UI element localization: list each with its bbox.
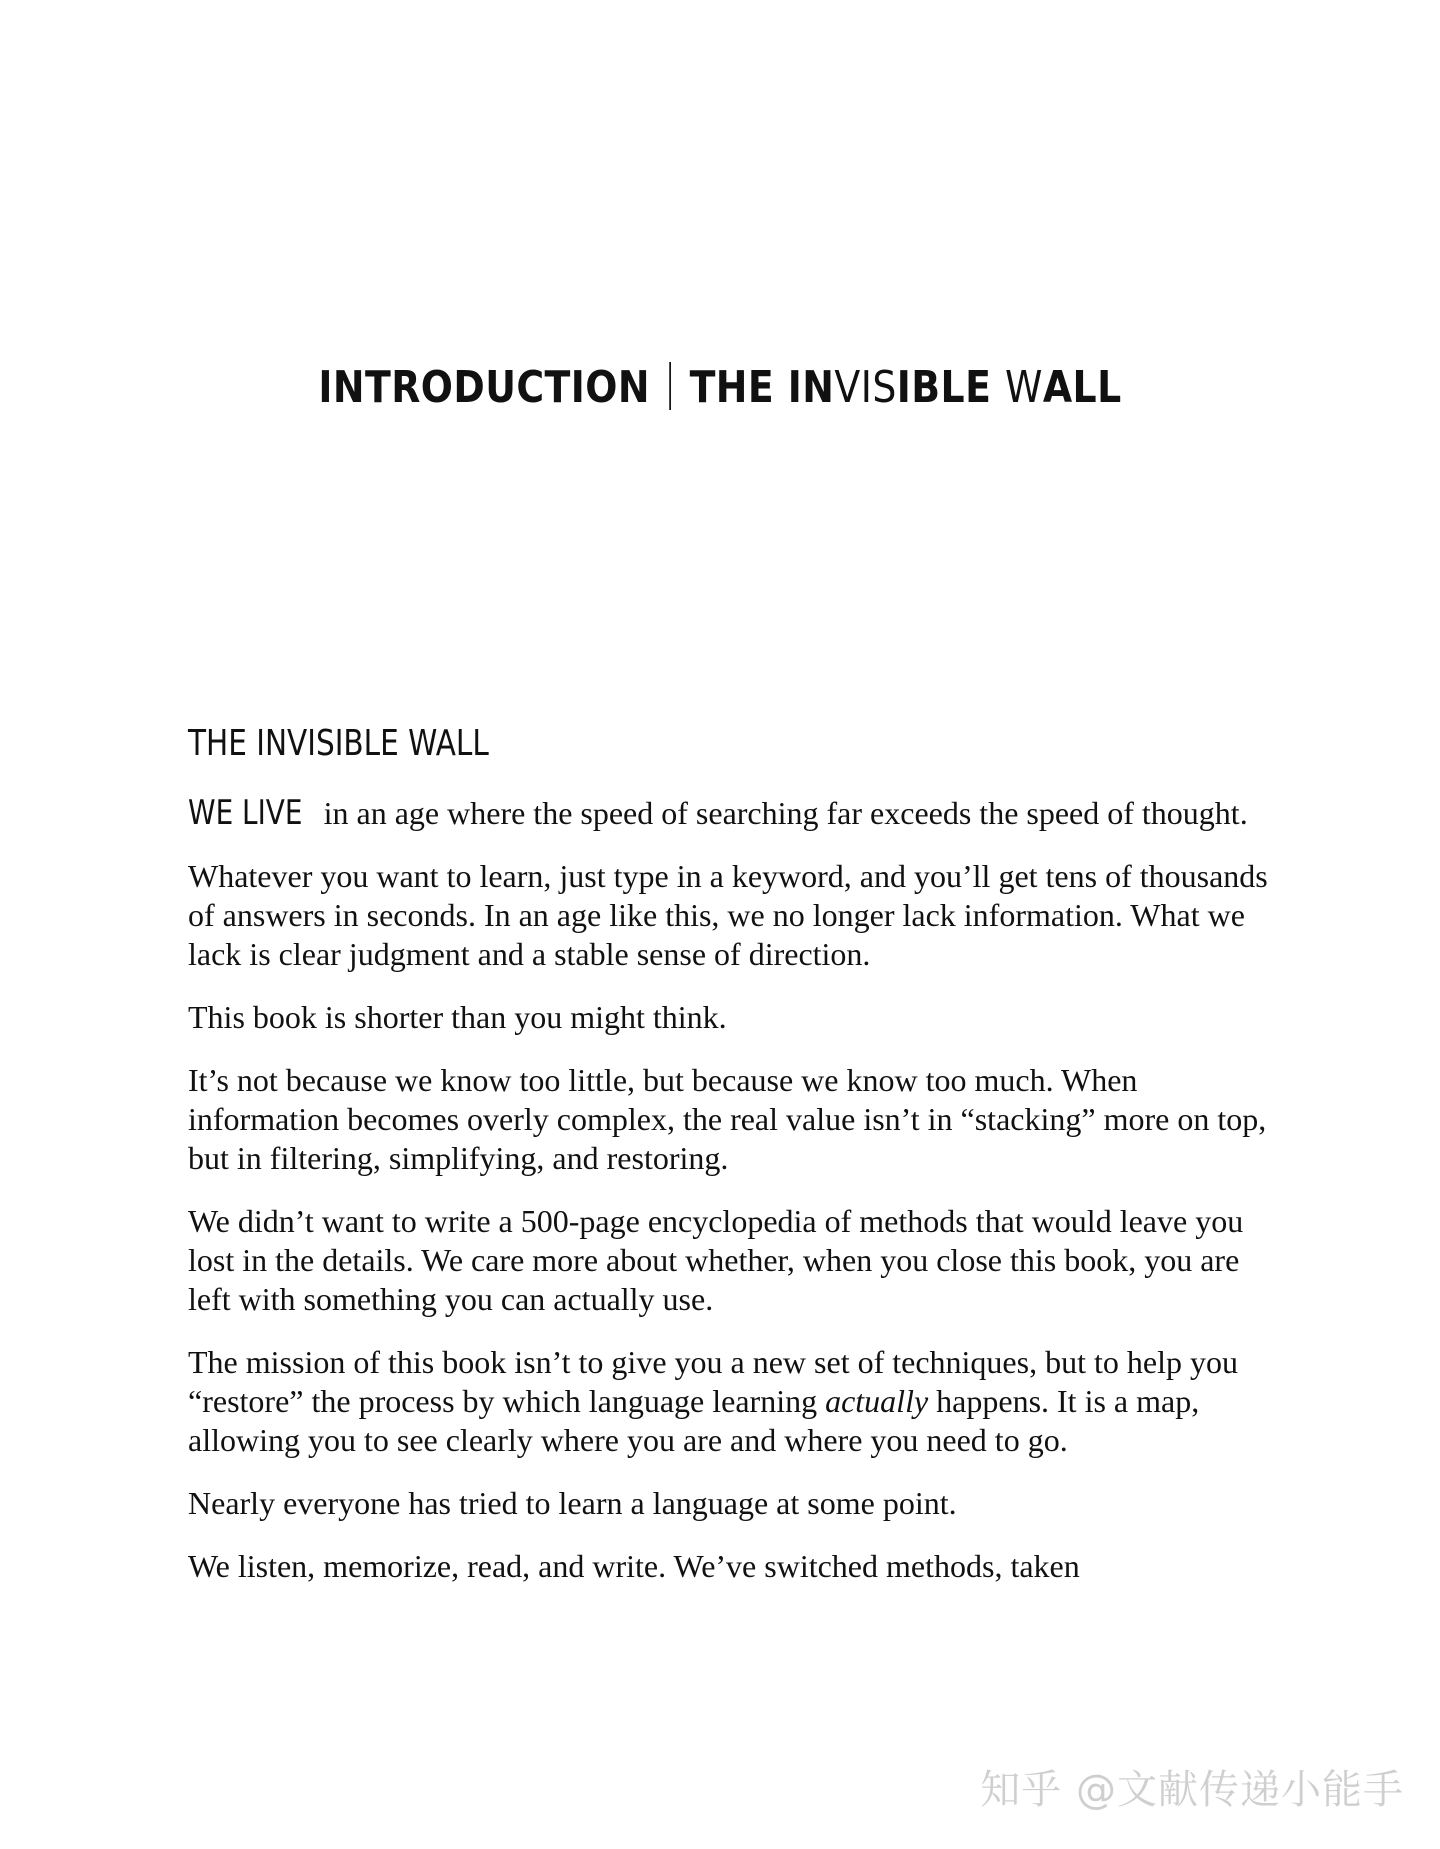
paragraph-lead-in: WE LIVE xyxy=(188,793,303,833)
chapter-title-part-4: IBLE xyxy=(896,362,1005,413)
paragraph-3: This book is shorter than you might think. xyxy=(188,999,727,1035)
section-title: THE INVISIBLE WALL xyxy=(188,723,489,764)
paragraph-6-text-b: happens. It is a map, allowing you to see clearly where you are and where you need to go. xyxy=(188,1383,1200,1458)
body-content xyxy=(188,722,1268,1610)
paragraph-1-text: in an age where the speed of searching far exceeds the speed of thought. xyxy=(315,795,1248,831)
chapter-title-part-6: ALL xyxy=(1042,362,1122,413)
paragraph-6 xyxy=(188,1343,1268,1460)
paragraph-1 xyxy=(188,794,1268,833)
paragraph-7: Nearly everyone has tried to learn a language at some point. xyxy=(188,1485,957,1521)
chapter-title-part-1: THE IN xyxy=(689,362,835,413)
chapter-title-part-3: IS xyxy=(860,362,897,413)
paragraph-6-emphasis: actually xyxy=(825,1383,929,1419)
paragraph-4: It’s not because we know too little, but because we know too much. When information becomes overly complex, the real value isn’t in “stacking” more on top, but in filtering, simplifying, and restoring. xyxy=(188,1062,1267,1176)
paragraph-2: Whatever you want to learn, just type in a keyword, and you’ll get tens of thousands of answers in seconds. In an age like this, we no longer lack information. What we lack is clear judgment and a stable sense of direction. xyxy=(188,858,1268,972)
paragraph-8: We listen, memorize, read, and write. We’ve switched methods, taken xyxy=(188,1548,1080,1584)
chapter-header xyxy=(101,358,1339,418)
paragraph-5: We didn’t want to write a 500-page encyclopedia of methods that would leave you lost in the details. We care more about whether, when you close this book, you are left with something you can actually use. xyxy=(188,1203,1244,1317)
header-separator xyxy=(669,362,671,410)
chapter-title-part-2: V xyxy=(834,362,861,413)
paragraph-6-text-a: The mission of this book isn’t to give you a new set of techniques, but to help you “restore” the process by which language learning xyxy=(188,1344,1238,1419)
watermark: 知乎 @文献传递小能手 xyxy=(980,1767,1404,1813)
chapter-label: INTRODUCTION xyxy=(318,362,651,413)
chapter-title-part-5: W xyxy=(1004,362,1043,413)
